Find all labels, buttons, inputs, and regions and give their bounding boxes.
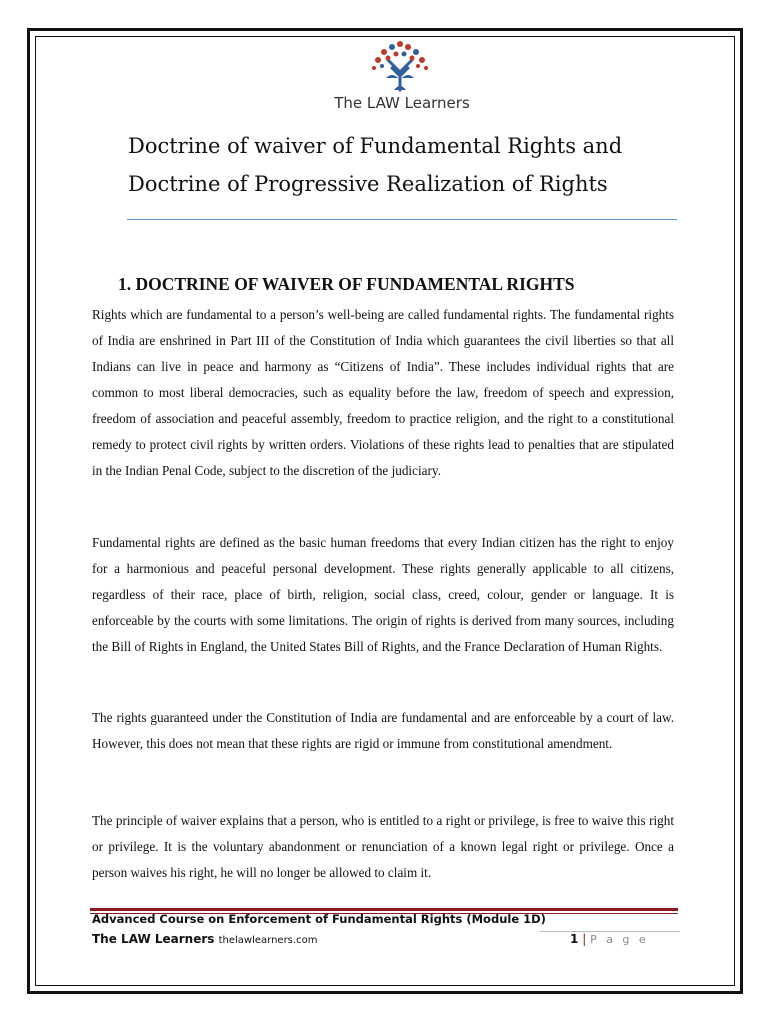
page-indicator (570, 932, 649, 946)
title-divider (127, 219, 677, 220)
footer-website: thelawlearners.com (218, 935, 318, 946)
paragraph-4: The principle of waiver explains that a person, who is entitled to a right or privilege, is free to waive this right or privilege. It is the voluntary abandonment or renunciation of a known legal right or privilege. Once a person waives his right, he will no longer be allowed to claim it. (92, 813, 674, 880)
page-number: 1 (570, 932, 579, 946)
law-learners-logo (334, 38, 470, 120)
document-title (128, 127, 688, 203)
paragraph-1: Rights which are fundamental to a person’s well-being are called fundamental rights. The fundamental rights of India are enshrined in Part III of the Constitution of India which guarantees the civil liberties so that all Indians can live in peace and harmony as “Citizens of India”. These includes individual rights that are common to most liberal democracies, such as equality before the law, freedom of speech and expression, freedom of association and peaceful assembly, freedom to practice religion, and the right to a constitutional remedy to protect civil rights by written orders. Violations of these rights lead to penalties that are stipulated in the Indian Penal Code, subject to the discretion of the judiciary. (92, 307, 674, 478)
footer-org (92, 932, 317, 946)
title-line-1: Doctrine of waiver of Fundamental Rights and (128, 134, 623, 158)
paragraph-2: Fundamental rights are defined as the basic human freedoms that every Indian citizen has the right to enjoy for a harmonious and peaceful personal development. These rights generally applicable to all citizens, regardless of their race, place of birth, religion, social class, creed, colour, gender or language. It is enforceable by the courts with some limitations. The origin of rights is derived from many sources, including the Bill of Rights in England, the United States Bill of Rights, and the France Declaration of Human Rights. (92, 535, 674, 654)
tree-hands-logo-icon (364, 38, 440, 92)
footer-course-title: Advanced Course on Enforcement of Fundamental Rights (Module 1D) (92, 912, 546, 926)
footer-org-name: The LAW Learners (92, 932, 215, 946)
title-line-2: Doctrine of Progressive Realization of Rights (128, 172, 608, 196)
section-heading: 1. DOCTRINE OF WAIVER OF FUNDAMENTAL RIGHTS (118, 274, 575, 294)
footer-rule (90, 908, 678, 911)
page-separator: | (582, 932, 587, 946)
page-label: P a g e (590, 933, 649, 946)
paragraph-3: The rights guaranteed under the Constitution of India are fundamental and are enforceable by a court of law. However, this does not mean that these rights are rigid or immune from constitutional amendment. (92, 710, 674, 751)
logo-text: The LAW Learners (334, 94, 470, 112)
